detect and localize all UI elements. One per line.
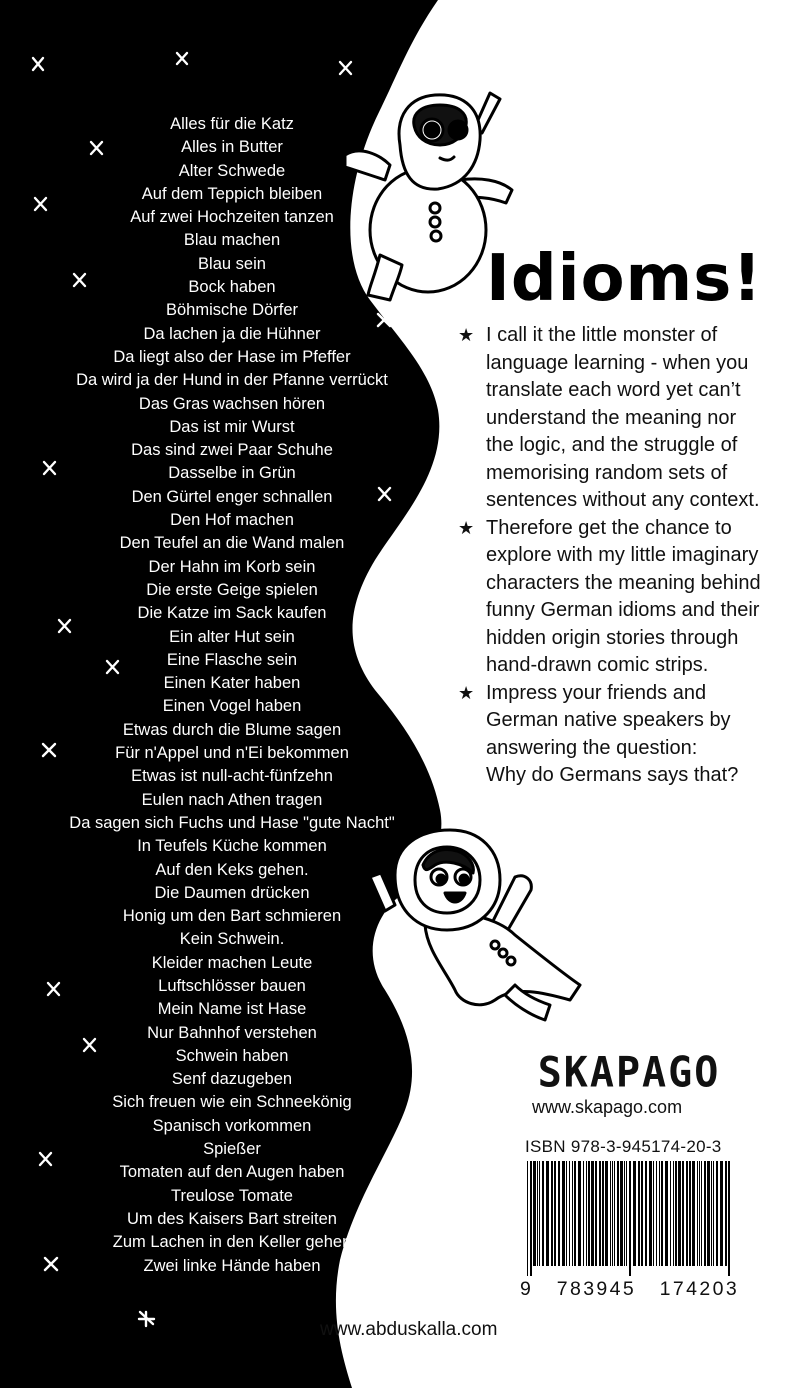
idiom-item: Auf zwei Hochzeiten tanzen <box>130 208 334 227</box>
star-bullet-icon: ★ <box>458 517 475 538</box>
barcode-bar <box>704 1161 706 1266</box>
bullet-line: sentences without any context. <box>486 489 760 511</box>
barcode-bar <box>574 1161 576 1266</box>
footer-url[interactable]: www.abduskalla.com <box>320 1319 498 1340</box>
bullet-line: characters the meaning behind <box>486 571 761 594</box>
isbn-label: ISBN 978-3-945174-20-3 <box>525 1137 722 1156</box>
bullet-line: understand the meaning nor <box>486 406 737 429</box>
idiom-item: Bock haben <box>188 278 276 297</box>
star-sparkle-icon <box>361 1290 372 1302</box>
bullet-item <box>458 515 786 680</box>
idiom-item: Alles in Butter <box>181 138 283 157</box>
barcode-bar <box>713 1161 714 1266</box>
idiom-item: Auf den Keks gehen. <box>155 860 309 879</box>
idiom-item: Zwei linke Hände haben <box>143 1256 321 1275</box>
barcode-bar <box>591 1161 594 1266</box>
bullet-line: Impress your friends and <box>486 681 707 704</box>
barcode-bar <box>527 1161 528 1276</box>
idiom-item: Da lachen ja die Hühner <box>143 324 321 343</box>
barcode-bar <box>533 1161 536 1266</box>
barcode-bar <box>665 1161 668 1266</box>
barcode-bar <box>546 1161 549 1266</box>
star-sparkle-icon <box>33 58 43 70</box>
barcode-bar <box>656 1161 657 1266</box>
barcode-bar <box>569 1161 570 1266</box>
idiom-item: Dasselbe in Grün <box>168 464 296 483</box>
idiom-item: Da liegt also der Hase im Pfeffer <box>113 347 351 366</box>
idiom-item: Die Katze im Sack kaufen <box>137 604 327 623</box>
barcode-bar <box>617 1161 619 1266</box>
barcode-bar <box>697 1161 698 1266</box>
barcode-bar <box>602 1161 604 1266</box>
idiom-item: Mein Name ist Hase <box>157 1000 307 1019</box>
idiom-item: Tomaten auf den Augen haben <box>119 1163 345 1182</box>
barcode-bar <box>588 1161 590 1266</box>
idiom-item: Auf dem Teppich bleiben <box>141 184 323 203</box>
barcode-bar <box>633 1161 636 1266</box>
bullet-line: hidden origin stories through <box>486 626 739 649</box>
barcode-bar <box>542 1161 544 1266</box>
idiom-item: Böhmische Dörfer <box>165 301 299 320</box>
barcode-bar <box>578 1161 581 1266</box>
barcode-bar <box>699 1161 700 1266</box>
barcode-bar <box>678 1161 681 1266</box>
barcode-bar <box>720 1161 723 1266</box>
bullet-line: memorising random sets of <box>486 461 728 484</box>
barcode-bar <box>661 1161 663 1266</box>
barcode-bar <box>620 1161 623 1266</box>
idiom-item: Ein alter Hut sein <box>169 627 295 646</box>
barcode-bar <box>701 1161 702 1266</box>
idiom-item: Die Daumen drücken <box>154 883 310 902</box>
barcode-bar <box>638 1161 640 1266</box>
star-bullet-icon: ★ <box>458 325 475 345</box>
bullet-line: answering the question: <box>486 736 698 759</box>
idiom-item: Zum Lachen in den Keller gehen <box>112 1233 352 1252</box>
idiom-item: Spießer <box>203 1140 261 1159</box>
barcode-bar <box>583 1161 584 1266</box>
barcode-bar <box>649 1161 652 1266</box>
barcode-bar <box>707 1161 710 1266</box>
idiom-item: Treulose Tomate <box>171 1186 293 1205</box>
idiom-item: Honig um den Bart schmieren <box>122 907 342 926</box>
barcode-bar <box>551 1161 553 1266</box>
bullet-line: explore with my little imaginary <box>486 544 759 566</box>
idiom-item: Kein Schwein. <box>179 930 285 949</box>
publisher-website[interactable]: www.skapago.com <box>532 1097 683 1117</box>
idiom-item: Das Gras wachsen hören <box>138 394 326 413</box>
barcode-bar <box>711 1161 712 1266</box>
idiom-item: Den Gürtel enger schnallen <box>131 487 333 506</box>
idiom-item: Eulen nach Athen tragen <box>141 790 323 809</box>
barcode-bar <box>614 1161 615 1266</box>
barcode-bar <box>624 1161 625 1266</box>
barcode-bar <box>586 1161 587 1266</box>
idiom-item: Da wird ja der Hund in der Pfanne verrückt <box>76 371 388 390</box>
barcode <box>525 1161 735 1276</box>
barcode-bar <box>605 1161 608 1266</box>
idiom-item: Blau machen <box>183 231 281 250</box>
idiom-item: Nur Bahnhof verstehen <box>147 1023 317 1042</box>
star-sparkle-icon <box>340 62 351 74</box>
idiom-item: Den Teufel an die Wand malen <box>119 534 345 553</box>
bullet-line: the logic, and the struggle of <box>486 434 738 456</box>
bullet-item <box>458 680 786 790</box>
idiom-item: Um des Kaisers Bart streiten <box>127 1209 337 1228</box>
idiom-item: Den Hof machen <box>170 511 294 530</box>
barcode-bar <box>653 1161 654 1266</box>
barcode-bar <box>682 1161 684 1266</box>
barcode-bar <box>554 1161 556 1266</box>
idiom-item: Etwas durch die Blume sagen <box>122 720 342 739</box>
barcode-bar <box>572 1161 573 1266</box>
idiom-item: Luftschlösser bauen <box>158 976 306 995</box>
barcode-bar <box>612 1161 613 1266</box>
idiom-item: Das sind zwei Paar Schuhe <box>131 441 333 460</box>
page-title: Idioms! <box>486 242 763 316</box>
barcode-bar <box>599 1161 601 1266</box>
barcode-bar <box>641 1161 643 1266</box>
idiom-item: Alles für die Katz <box>170 115 294 133</box>
idiom-item: Etwas ist null-acht-fünfzehn <box>131 767 333 786</box>
barcode-bar <box>626 1161 627 1266</box>
barcode-bar <box>610 1161 611 1266</box>
idiom-item: Die erste Geige spielen <box>146 580 318 599</box>
barcode-bar <box>725 1161 727 1266</box>
idiom-item: Schwein haben <box>175 1046 289 1065</box>
idiom-item: Senf dazugeben <box>171 1070 293 1089</box>
barcode-bar <box>716 1161 718 1266</box>
bullet-line: German native speakers by <box>486 709 731 731</box>
barcode-bar <box>558 1161 560 1266</box>
bullet-line: funny German idioms and their <box>486 599 760 621</box>
idiom-item: Für n'Appel und n'Ei bekommen <box>115 744 349 763</box>
idiom-item: Kleider machen Leute <box>151 953 313 972</box>
barcode-bar <box>566 1161 567 1266</box>
publisher-logo: SKAPAGO <box>537 1048 721 1098</box>
barcode-bar <box>645 1161 647 1266</box>
barcode-bar <box>659 1161 660 1266</box>
star-bullet-icon: ★ <box>458 682 475 703</box>
barcode-bar <box>562 1161 565 1266</box>
idiom-item: Einen Vogel haben <box>162 697 302 716</box>
idiom-item: Alter Schwede <box>178 161 286 180</box>
barcode-digits: 9 783945 174203 <box>520 1278 740 1300</box>
star-sparkle-icon <box>139 1312 154 1326</box>
idiom-item: Spanisch vorkommen <box>152 1116 312 1135</box>
barcode-bar <box>530 1161 532 1276</box>
astronaut-girl-illustration <box>365 825 590 1025</box>
barcode-bar <box>673 1161 674 1266</box>
barcode-bar <box>595 1161 597 1266</box>
bullet-line: hand-drawn comic strips. <box>486 654 709 676</box>
barcode-bar <box>686 1161 688 1266</box>
bullet-line: language learning - when you <box>486 351 749 374</box>
barcode-bar <box>728 1161 730 1276</box>
idiom-item: Da sagen sich Fuchs und Hase "gute Nacht" <box>69 813 395 832</box>
barcode-bar <box>689 1161 691 1266</box>
idiom-item: Das ist mir Wurst <box>169 417 295 436</box>
barcode-bar <box>539 1161 540 1266</box>
barcode-bar <box>629 1161 631 1276</box>
idiom-item: Einen Kater haben <box>163 674 301 693</box>
idiom-item: In Teufels Küche kommen <box>137 837 327 856</box>
bullet-line: I call it the little monster of <box>486 324 718 346</box>
barcode-bar <box>537 1161 538 1266</box>
star-sparkle-icon <box>177 53 187 64</box>
barcode-bar <box>675 1161 677 1266</box>
idiom-item: Blau sein <box>198 254 266 273</box>
barcode-bar <box>670 1161 671 1266</box>
description-bullets <box>458 322 786 790</box>
bullet-line: translate each word yet can’t <box>486 379 741 401</box>
idiom-item: Der Hahn im Korb sein <box>148 557 316 576</box>
idiom-item: Sich freuen wie ein Schneekönig <box>112 1093 352 1112</box>
bullet-line: Why do Germans says that? <box>486 764 739 786</box>
bullet-line: Therefore get the chance to <box>486 516 732 539</box>
barcode-bar <box>692 1161 695 1266</box>
idiom-item: Eine Flasche sein <box>166 650 298 669</box>
bullet-item <box>458 322 786 515</box>
